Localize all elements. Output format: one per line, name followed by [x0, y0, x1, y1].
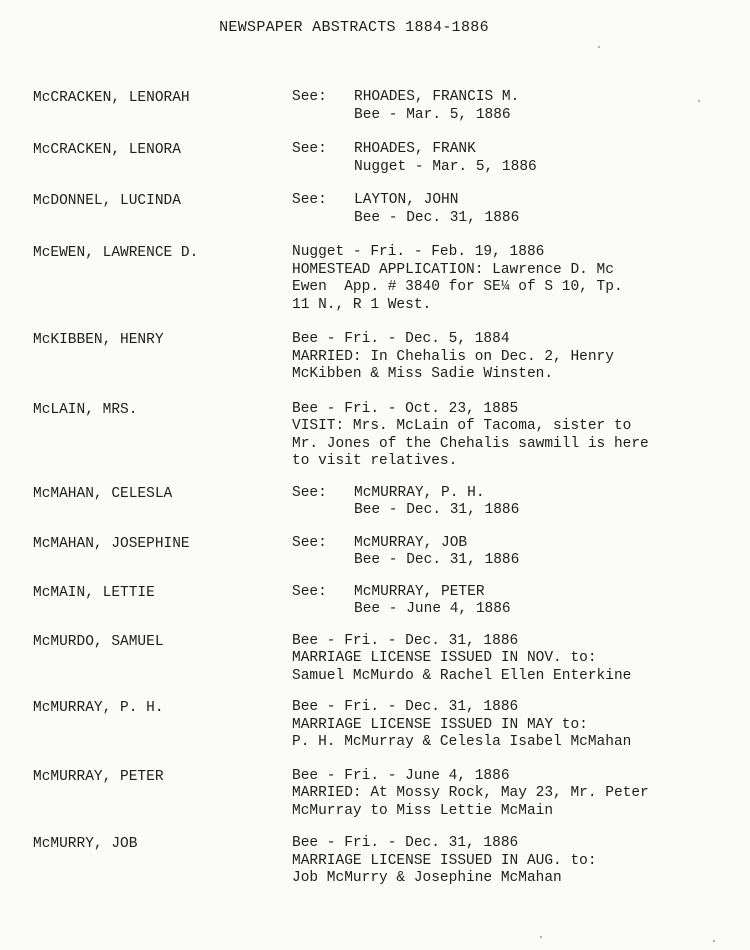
detail-line: MARRIED: In Chehalis on Dec. 2, Henry [292, 348, 614, 365]
detail-line: Bee - Fri. - Dec. 31, 1886 [292, 699, 519, 715]
scan-speck [598, 46, 600, 48]
detail-line: Job McMurry & Josephine McMahan [292, 870, 562, 886]
detail-line: Bee - Dec. 31, 1886 [354, 502, 520, 518]
entry-name: McMURDO, SAMUEL [33, 633, 164, 650]
entry-detail [292, 331, 723, 384]
entry-list [33, 89, 723, 888]
see-label: See: [292, 484, 327, 501]
entry-name: McCRACKEN, LENORAH [33, 90, 190, 106]
entry-detail [292, 401, 723, 471]
detail-line: LAYTON, JOHN [354, 192, 459, 208]
detail-line: RHOADES, FRANK [354, 141, 476, 157]
entry-detail [292, 141, 723, 176]
see-label: See: [292, 192, 327, 208]
entry [33, 485, 723, 520]
entry-detail [292, 485, 723, 520]
entry-name: McKIBBEN, HENRY [33, 332, 164, 348]
detail-line: McMURRAY, PETER [354, 583, 485, 600]
entry [33, 835, 723, 888]
entry [33, 401, 723, 471]
detail-line: VISIT: Mrs. McLain of Tacoma, sister to [292, 418, 632, 434]
entry-name: McLAIN, MRS. [33, 401, 138, 418]
entry [33, 331, 723, 384]
detail-line: Bee - June 4, 1886 [354, 601, 511, 617]
entry [33, 633, 723, 686]
entry-detail [292, 244, 723, 314]
entry [33, 768, 723, 821]
page-title: NEWSPAPER ABSTRACTS 1884-1886 [219, 19, 489, 36]
entry-detail [292, 835, 723, 888]
detail-line: Bee - Mar. 5, 1886 [354, 106, 511, 123]
detail-line: MARRIED: At Mossy Rock, May 23, Mr. Peter [292, 785, 649, 801]
detail-line: Bee - Fri. - Dec. 31, 1886 [292, 835, 519, 851]
entry-detail [292, 699, 723, 752]
detail-line: Bee - Fri. - Dec. 31, 1886 [292, 632, 519, 649]
entry-name: McMAHAN, JOSEPHINE [33, 535, 190, 552]
detail-line: MARRIAGE LICENSE ISSUED IN MAY to: [292, 716, 588, 733]
see-label: See: [292, 583, 327, 600]
entry-detail [292, 89, 723, 124]
entry-name: McMAIN, LETTIE [33, 584, 155, 601]
detail-line: McKibben & Miss Sadie Winsten. [292, 366, 554, 382]
entry-name: McMURRAY, P. H. [33, 700, 164, 716]
detail-line: Bee - Fri. - Dec. 5, 1884 [292, 331, 510, 347]
detail-line: Samuel McMurdo & Rachel Ellen Enterkine [292, 667, 632, 684]
entry-name: McMAHAN, CELESLA [33, 485, 173, 502]
entry-detail [292, 768, 723, 821]
detail-line: MARRIAGE LICENSE ISSUED IN AUG. to: [292, 852, 597, 869]
entry-detail [292, 535, 723, 570]
entry-detail [292, 584, 723, 619]
see-label: See: [292, 141, 327, 157]
detail-line: Mr. Jones of the Chehalis sawmill is here [292, 435, 649, 452]
detail-line: Bee - Dec. 31, 1886 [354, 209, 520, 226]
entry [33, 584, 723, 619]
detail-line: Ewen App. # 3840 for SE¼ of S 10, Tp. [292, 279, 623, 295]
detail-line: Bee - Dec. 31, 1886 [354, 552, 520, 568]
entry [33, 244, 723, 314]
entry [33, 192, 723, 227]
detail-line: HOMESTEAD APPLICATION: Lawrence D. Mc [292, 261, 614, 278]
entry-name: McMURRAY, PETER [33, 768, 164, 785]
scan-speck [713, 940, 715, 942]
detail-line: to visit relatives. [292, 453, 458, 469]
entry-name: McDONNEL, LUCINDA [33, 193, 181, 209]
detail-line: P. H. McMurray & Celesla Isabel McMahan [292, 734, 632, 750]
entry-detail [292, 633, 723, 686]
detail-line: McMurray to Miss Lettie McMain [292, 802, 554, 819]
entry [33, 535, 723, 570]
detail-line: RHOADES, FRANCIS M. [354, 89, 520, 105]
detail-line: McMURRAY, P. H. [354, 484, 485, 501]
detail-line: Nugget - Fri. - Feb. 19, 1886 [292, 244, 545, 260]
detail-line: McMURRAY, JOB [354, 534, 468, 551]
detail-line: Bee - Fri. - June 4, 1886 [292, 767, 510, 784]
see-label: See: [292, 89, 327, 105]
detail-line: Bee - Fri. - Oct. 23, 1885 [292, 400, 519, 417]
detail-line: 11 N., R 1 West. [292, 296, 432, 313]
entry [33, 89, 723, 124]
entry-name: McCRACKEN, LENORA [33, 142, 181, 158]
entry-detail [292, 192, 723, 227]
entry-name: McMURRY, JOB [33, 836, 138, 852]
detail-line: MARRIAGE LICENSE ISSUED IN NOV. to: [292, 650, 597, 666]
entry-name: McEWEN, LAWRENCE D. [33, 245, 199, 261]
scan-speck [698, 100, 700, 102]
see-label: See: [292, 534, 327, 551]
entry [33, 141, 723, 176]
detail-line: Nugget - Mar. 5, 1886 [354, 158, 537, 175]
entry [33, 699, 723, 752]
scan-speck [540, 936, 542, 938]
